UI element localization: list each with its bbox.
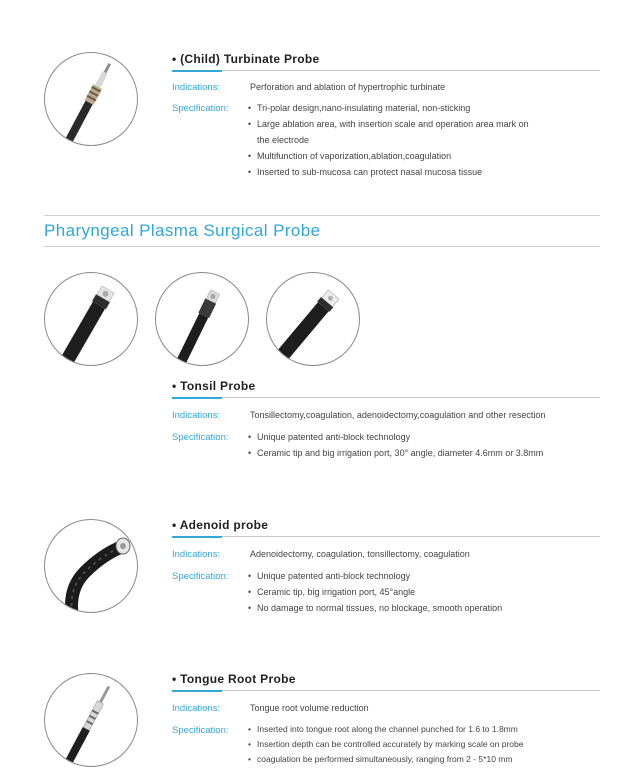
tonsil-probe-image-1 <box>44 272 138 366</box>
tongue-root-title-rule <box>172 690 600 691</box>
tonsil-probe-title-text: Tonsil Probe <box>180 379 256 393</box>
tonsil-specification-label: Specification: <box>172 432 229 443</box>
tonsil-probe-image-3 <box>266 272 360 366</box>
tonsil-indications-label: Indications: <box>172 410 221 421</box>
spec-item: • Unique patented anti-block technology <box>248 568 502 584</box>
tonsil-title-rule <box>172 397 600 398</box>
adenoid-probe-title-text: Adenoid probe <box>179 518 269 532</box>
spec-item: • Multifunction of vaporization,ablation,coagulation <box>248 148 529 164</box>
turbinate-title-rule <box>172 70 600 71</box>
tongue-root-title-accent <box>172 690 222 692</box>
turbinate-indications-text: Perforation and ablation of hypertrophic turbinate <box>250 82 446 92</box>
tongue-root-indications-label: Indications: <box>172 703 221 714</box>
spec-item: • Unique patented anti-block technology <box>248 429 543 445</box>
tongue-root-probe-title-text: Tongue Root Probe <box>180 672 296 686</box>
spec-item: • Ceramic tip and big irrigation port, 30° angle, diameter 4.6mm or 3.8mm <box>248 445 543 461</box>
tongue-root-probe-image <box>44 673 138 767</box>
tongue-root-probe-title: • Tongue Root Probe <box>172 672 296 686</box>
turbinate-probe-image <box>44 52 138 146</box>
spec-item: • Inserted into tongue root along the channel punched for 1.6 to 1.8mm <box>248 722 524 737</box>
adenoid-indications-text: Adenoidectomy, coagulation, tonsillectomy, coagulation <box>250 549 470 559</box>
spec-item-continuation: the electrode <box>257 135 310 145</box>
tongue-root-spec-list <box>248 722 524 767</box>
adenoid-probe-title: • Adenoid probe <box>172 518 269 532</box>
spec-item: • Ceramic tip, big irrigation port, 45°angle <box>248 584 502 600</box>
turbinate-probe-title-text: (Child) Turbinate Probe <box>180 52 320 66</box>
adenoid-title-rule <box>172 536 600 537</box>
spec-item: • coagulation be performed simultaneously, ranging from 2 - 5*10 mm <box>248 752 524 767</box>
spec-item: • No damage to normal tissues, no blockage, smooth operation <box>248 600 502 616</box>
tonsil-spec-list <box>248 429 543 461</box>
tonsil-probe-image-2 <box>155 272 249 366</box>
section-top-rule <box>44 215 600 216</box>
spec-item: • Insertion depth can be controlled accurately by marking scale on probe <box>248 737 524 752</box>
adenoid-spec-list <box>248 568 502 616</box>
tonsil-indications-text: Tonsillectomy,coagulation, adenoidectomy,coagulation and other resection <box>250 410 546 420</box>
pharyngeal-section-heading: Pharyngeal Plasma Surgical Probe <box>44 221 321 240</box>
turbinate-title-accent <box>172 70 222 72</box>
spec-item: • Large ablation area, with insertion scale and operation area mark on <box>248 116 529 132</box>
tonsil-probe-title: • Tonsil Probe <box>172 379 256 393</box>
adenoid-title-accent <box>172 536 222 538</box>
spec-item: • Inserted to sub-mucosa can protect nasal mucosa tissue <box>248 164 529 180</box>
tonsil-title-accent <box>172 397 222 399</box>
turbinate-spec-list <box>248 100 529 180</box>
adenoid-indications-label: Indications: <box>172 549 221 560</box>
turbinate-indications-label: Indications: <box>172 82 221 93</box>
section-bottom-rule <box>44 246 600 247</box>
turbinate-probe-title: • (Child) Turbinate Probe <box>172 52 320 66</box>
adenoid-specification-label: Specification: <box>172 571 229 582</box>
tongue-root-indications-text: Tongue root volume reduction <box>250 703 369 713</box>
adenoid-probe-image <box>44 519 138 613</box>
turbinate-specification-label: Specification: <box>172 103 229 114</box>
spec-item: • Tri-polar design,nano-insulating material, non-sticking <box>248 100 529 116</box>
tongue-root-specification-label: Specification: <box>172 725 229 736</box>
